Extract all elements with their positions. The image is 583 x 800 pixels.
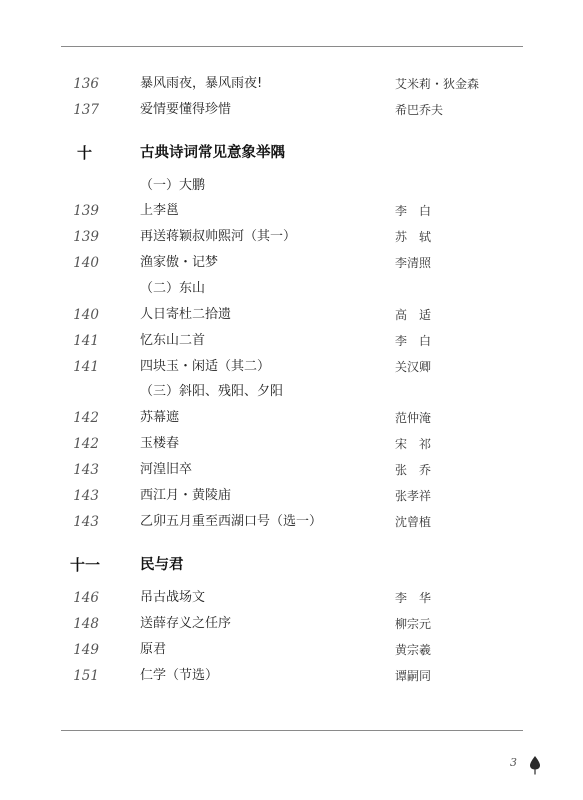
- entry-page: 141: [73, 333, 99, 349]
- entry-author: 关汉卿: [395, 360, 432, 374]
- section-number: 十: [77, 144, 93, 162]
- entry-author: 沈曾植: [395, 515, 432, 529]
- toc-entry[interactable]: [0, 99, 583, 121]
- toc-entry[interactable]: [0, 459, 583, 481]
- entry-author: 李 华: [395, 591, 432, 605]
- entry-author: 李 白: [395, 334, 432, 348]
- entry-author: 张 乔: [395, 463, 432, 477]
- entry-title: 人日寄杜二拾遗: [140, 307, 232, 322]
- entry-title: 原君: [140, 642, 167, 657]
- subsection-heading: [0, 278, 583, 300]
- entry-author: 希巴乔夫: [395, 103, 444, 117]
- subsection-title: （二）东山: [140, 281, 206, 296]
- entry-page: 139: [73, 229, 99, 245]
- entry-page: 142: [73, 436, 99, 452]
- toc-entry[interactable]: [0, 511, 583, 533]
- entry-page: 148: [73, 616, 99, 632]
- toc-entry[interactable]: [0, 226, 583, 248]
- entry-title: 爱情要懂得珍惜: [140, 102, 232, 117]
- section-number: 十一: [70, 556, 101, 574]
- entry-title: 送薛存义之任序: [140, 616, 232, 631]
- section-title: 古典诗词常见意象举隅: [140, 145, 285, 161]
- entry-page: 143: [73, 514, 99, 530]
- section-heading: [0, 554, 583, 576]
- entry-page: 146: [73, 590, 99, 606]
- toc-entry[interactable]: [0, 304, 583, 326]
- toc-entry[interactable]: [0, 639, 583, 661]
- entry-title: 仁学（节选）: [140, 668, 219, 683]
- entry-page: 142: [73, 410, 99, 426]
- entry-author: 高 适: [395, 308, 432, 322]
- section-title: 民与君: [140, 557, 184, 573]
- entry-title: 河湟旧卒: [140, 462, 193, 477]
- entry-author: 李 白: [395, 204, 432, 218]
- entry-page: 149: [73, 642, 99, 658]
- entry-title: 四块玉・闲适（其二）: [140, 359, 271, 374]
- entry-author: 黄宗羲: [395, 643, 432, 657]
- entry-author: 苏 轼: [395, 230, 432, 244]
- entry-page: 137: [73, 102, 99, 118]
- subsection-heading: [0, 381, 583, 403]
- entry-title: 乙卯五月重至西湖口号（选一）: [140, 514, 323, 529]
- entry-title: 西江月・黄陵庙: [140, 488, 232, 503]
- section-heading: [0, 142, 583, 164]
- toc-entry[interactable]: [0, 252, 583, 274]
- entry-author: 李清照: [395, 256, 432, 270]
- entry-page: 136: [73, 76, 99, 92]
- entry-title: 再送蒋颖叔帅熙河（其一）: [140, 229, 297, 244]
- entry-page: 143: [73, 462, 99, 478]
- entry-page: 151: [73, 668, 99, 684]
- top-rule: [61, 46, 523, 47]
- toc-entry[interactable]: [0, 356, 583, 378]
- toc-entry[interactable]: [0, 485, 583, 507]
- entry-page: 143: [73, 488, 99, 504]
- entry-title: 忆东山二首: [140, 333, 206, 348]
- entry-title: 吊古战场文: [140, 590, 206, 605]
- entry-page: 140: [73, 255, 99, 271]
- entry-page: 140: [73, 307, 99, 323]
- entry-title: 渔家傲・记梦: [140, 255, 219, 270]
- entry-page: 141: [73, 359, 99, 375]
- entry-title: 暴风雨夜，暴风雨夜!: [140, 76, 263, 91]
- entry-title: 玉楼春: [140, 436, 180, 451]
- bottom-rule: [61, 730, 523, 731]
- page-number: 3: [510, 756, 517, 769]
- entry-author: 宋 祁: [395, 437, 432, 451]
- ink-drop-icon: [529, 755, 541, 775]
- entry-author: 张孝祥: [395, 489, 432, 503]
- subsection-title: （一）大鹏: [140, 178, 206, 193]
- entry-title: 上李邕: [140, 203, 180, 218]
- toc-entry[interactable]: [0, 407, 583, 429]
- toc-entry[interactable]: [0, 665, 583, 687]
- toc-entry[interactable]: [0, 587, 583, 609]
- toc-entry[interactable]: [0, 433, 583, 455]
- entry-title: 苏幕遮: [140, 410, 180, 425]
- subsection-title: （三）斜阳、残阳、夕阳: [140, 384, 284, 399]
- toc-entry[interactable]: [0, 200, 583, 222]
- toc-entry[interactable]: [0, 613, 583, 635]
- entry-author: 艾米莉・狄金森: [395, 77, 480, 91]
- entry-author: 柳宗元: [395, 617, 432, 631]
- toc-entry[interactable]: [0, 330, 583, 352]
- toc-entry[interactable]: [0, 73, 583, 95]
- entry-author: 谭嗣同: [395, 669, 432, 683]
- entry-author: 范仲淹: [395, 411, 432, 425]
- entry-page: 139: [73, 203, 99, 219]
- subsection-heading: [0, 175, 583, 197]
